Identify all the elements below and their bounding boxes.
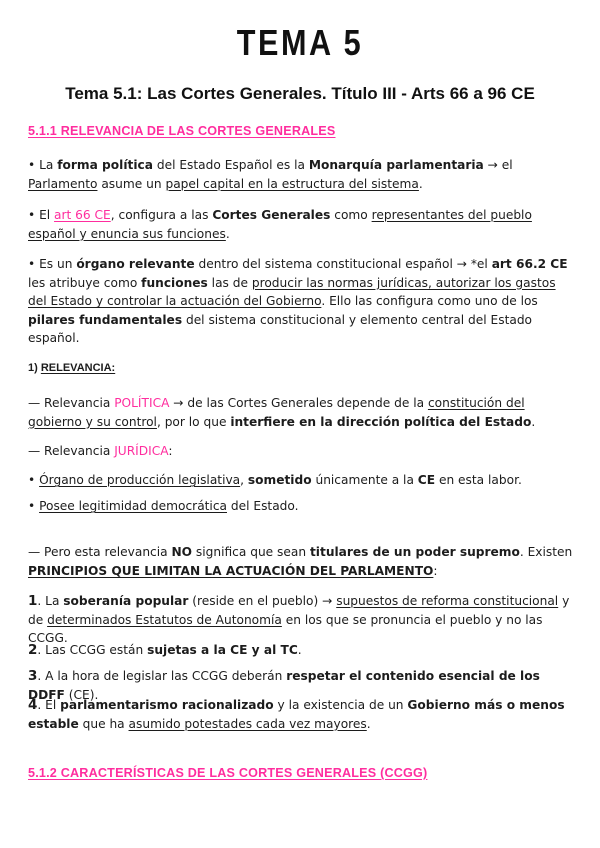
text-run: — Pero esta relevancia (28, 545, 172, 559)
text-run: constitución del gobierno y su control (28, 396, 525, 429)
principle-number: 2 (28, 642, 38, 658)
text-run: como (330, 208, 372, 222)
text-run: forma política (57, 158, 153, 172)
text-run: • (28, 473, 40, 487)
text-run: significa que sean (192, 545, 310, 559)
page-title: TEMA 5 (236, 22, 364, 63)
text-run: interfiere en la dirección política del Estado (230, 414, 532, 429)
paragraph-principios-intro (28, 543, 573, 580)
principle-item-4 (28, 696, 573, 733)
keyword-politica: POLÍTICA (114, 396, 170, 410)
text-run: Posee legitimidad democrática (39, 499, 227, 513)
section-heading-caracteristicas: 5.1.2 CARACTERÍSTICAS DE LAS CORTES GENERALES (CCGG) (28, 766, 428, 780)
text-run: → de las Cortes Generales depende de la (169, 396, 428, 410)
text-run: . Las CCGG están (37, 643, 148, 657)
text-run: • La (28, 158, 58, 172)
text-run: órgano relevante (76, 257, 195, 271)
text-run: . A la hora de legislar las CCGG deberán (37, 669, 287, 683)
text-run: PRINCIPIOS QUE LIMITAN LA ACTUACIÓN DEL PARLAMENTO (28, 563, 434, 578)
text-run: sujetas a la CE y al TC (147, 643, 298, 657)
text-run: . Ello las configura como uno de los (321, 294, 538, 309)
principle-item-2 (28, 641, 573, 660)
text-run: y la existencia de un (273, 698, 408, 712)
list-item-organo-legislativo (28, 471, 573, 490)
text-run: : (168, 444, 173, 458)
text-run: determinados Estatutos de Autonomía (47, 612, 282, 627)
keyword-juridica: JURÍDICA (114, 444, 169, 458)
text-run: dentro del sistema constitucional español → *el (194, 257, 492, 271)
text-run: (CE). (64, 687, 99, 702)
principle-item-1 (28, 592, 573, 648)
text-run: → el (483, 158, 513, 172)
article-reference: art 66 CE (54, 208, 111, 222)
text-run: CE (417, 473, 436, 487)
text-run: que ha (78, 716, 129, 731)
text-run: pilares fundamentales (28, 312, 183, 327)
text-run: únicamente a la (311, 473, 418, 487)
text-run: papel capital en la estructura del sistema (165, 176, 419, 191)
principle-number: 3 (28, 668, 38, 684)
text-run: del sistema constitucional y elemento central del Estado español. (28, 312, 533, 346)
text-run: : (433, 563, 438, 578)
text-run: — Relevancia (28, 396, 115, 410)
text-run: art 66.2 CE (491, 257, 568, 271)
section-heading-relevancia: 5.1.1 RELEVANCIA DE LAS CORTES GENERALES (28, 124, 336, 138)
text-run: soberanía popular (63, 594, 189, 608)
text-run: en esta labor. (435, 473, 522, 487)
text-run: supuestos de reforma constitucional (336, 594, 559, 608)
text-run: Órgano de producción legislativa (39, 473, 241, 487)
text-run: , (240, 473, 248, 487)
text-run: 1) (28, 362, 41, 374)
list-item-legitimidad (28, 497, 573, 516)
paragraph-forma-politica (28, 156, 573, 193)
principle-number: 1 (28, 593, 38, 609)
text-run: producir las normas jurídicas, autorizar los gastos del Estado y controlar la actuación del Gobierno (28, 275, 556, 309)
text-run: y de (28, 594, 570, 627)
text-run: . El (37, 698, 61, 712)
subsection-heading-relevancia (28, 362, 115, 374)
paragraph-relevancia-juridica (28, 442, 573, 461)
text-run: . (366, 716, 371, 731)
text-run: — Relevancia (28, 444, 115, 458)
text-run: respetar el contenido esencial de los DDFF (28, 669, 540, 702)
text-run: sometido (247, 473, 312, 487)
text-run: del Estado Español es la (152, 158, 309, 172)
text-run: . (531, 414, 536, 429)
text-run: les atribuye como (28, 275, 142, 290)
text-run: las de (207, 275, 252, 290)
text-run: Gobierno más o menos estable (28, 698, 565, 731)
paragraph-organo-relevante (28, 255, 573, 348)
text-run: , configura a las (110, 208, 213, 222)
text-run: • (28, 499, 40, 513)
page-subtitle: Tema 5.1: Las Cortes Generales. Título III - Arts 66 a 96 CE (65, 84, 535, 103)
text-run: funciones (141, 275, 208, 290)
text-run: asumido potestades cada vez mayores (128, 716, 367, 731)
text-run: Monarquía parlamentaria (308, 158, 484, 172)
text-run: titulares de un poder supremo (309, 545, 520, 559)
text-run: en los que se pronuncia el pueblo y no las CCGG. (28, 612, 543, 646)
text-run: representantes del pueblo español y enuncia sus funciones (28, 208, 532, 241)
principle-number: 4 (28, 697, 38, 713)
text-run: . Existen (519, 545, 573, 559)
text-run: del Estado. (227, 499, 299, 513)
text-run: NO (171, 545, 193, 559)
paragraph-art-66 (28, 206, 573, 243)
text-run: Cortes Generales (212, 208, 331, 222)
text-run: . (297, 643, 302, 657)
text-run: (reside en el pueblo) → (188, 594, 337, 608)
paragraph-relevancia-politica (28, 394, 573, 431)
text-run: . La (37, 594, 64, 608)
text-run: parlamentarismo racionalizado (60, 698, 274, 712)
text-run: asume un (97, 176, 166, 191)
text-run: Parlamento (28, 176, 98, 191)
text-run: . (225, 226, 230, 241)
text-run: • Es un (28, 257, 77, 271)
text-run: . (418, 176, 423, 191)
text-run: • El (28, 208, 55, 222)
text-run: , por lo que (156, 414, 231, 429)
text-run: RELEVANCIA: (40, 362, 116, 374)
